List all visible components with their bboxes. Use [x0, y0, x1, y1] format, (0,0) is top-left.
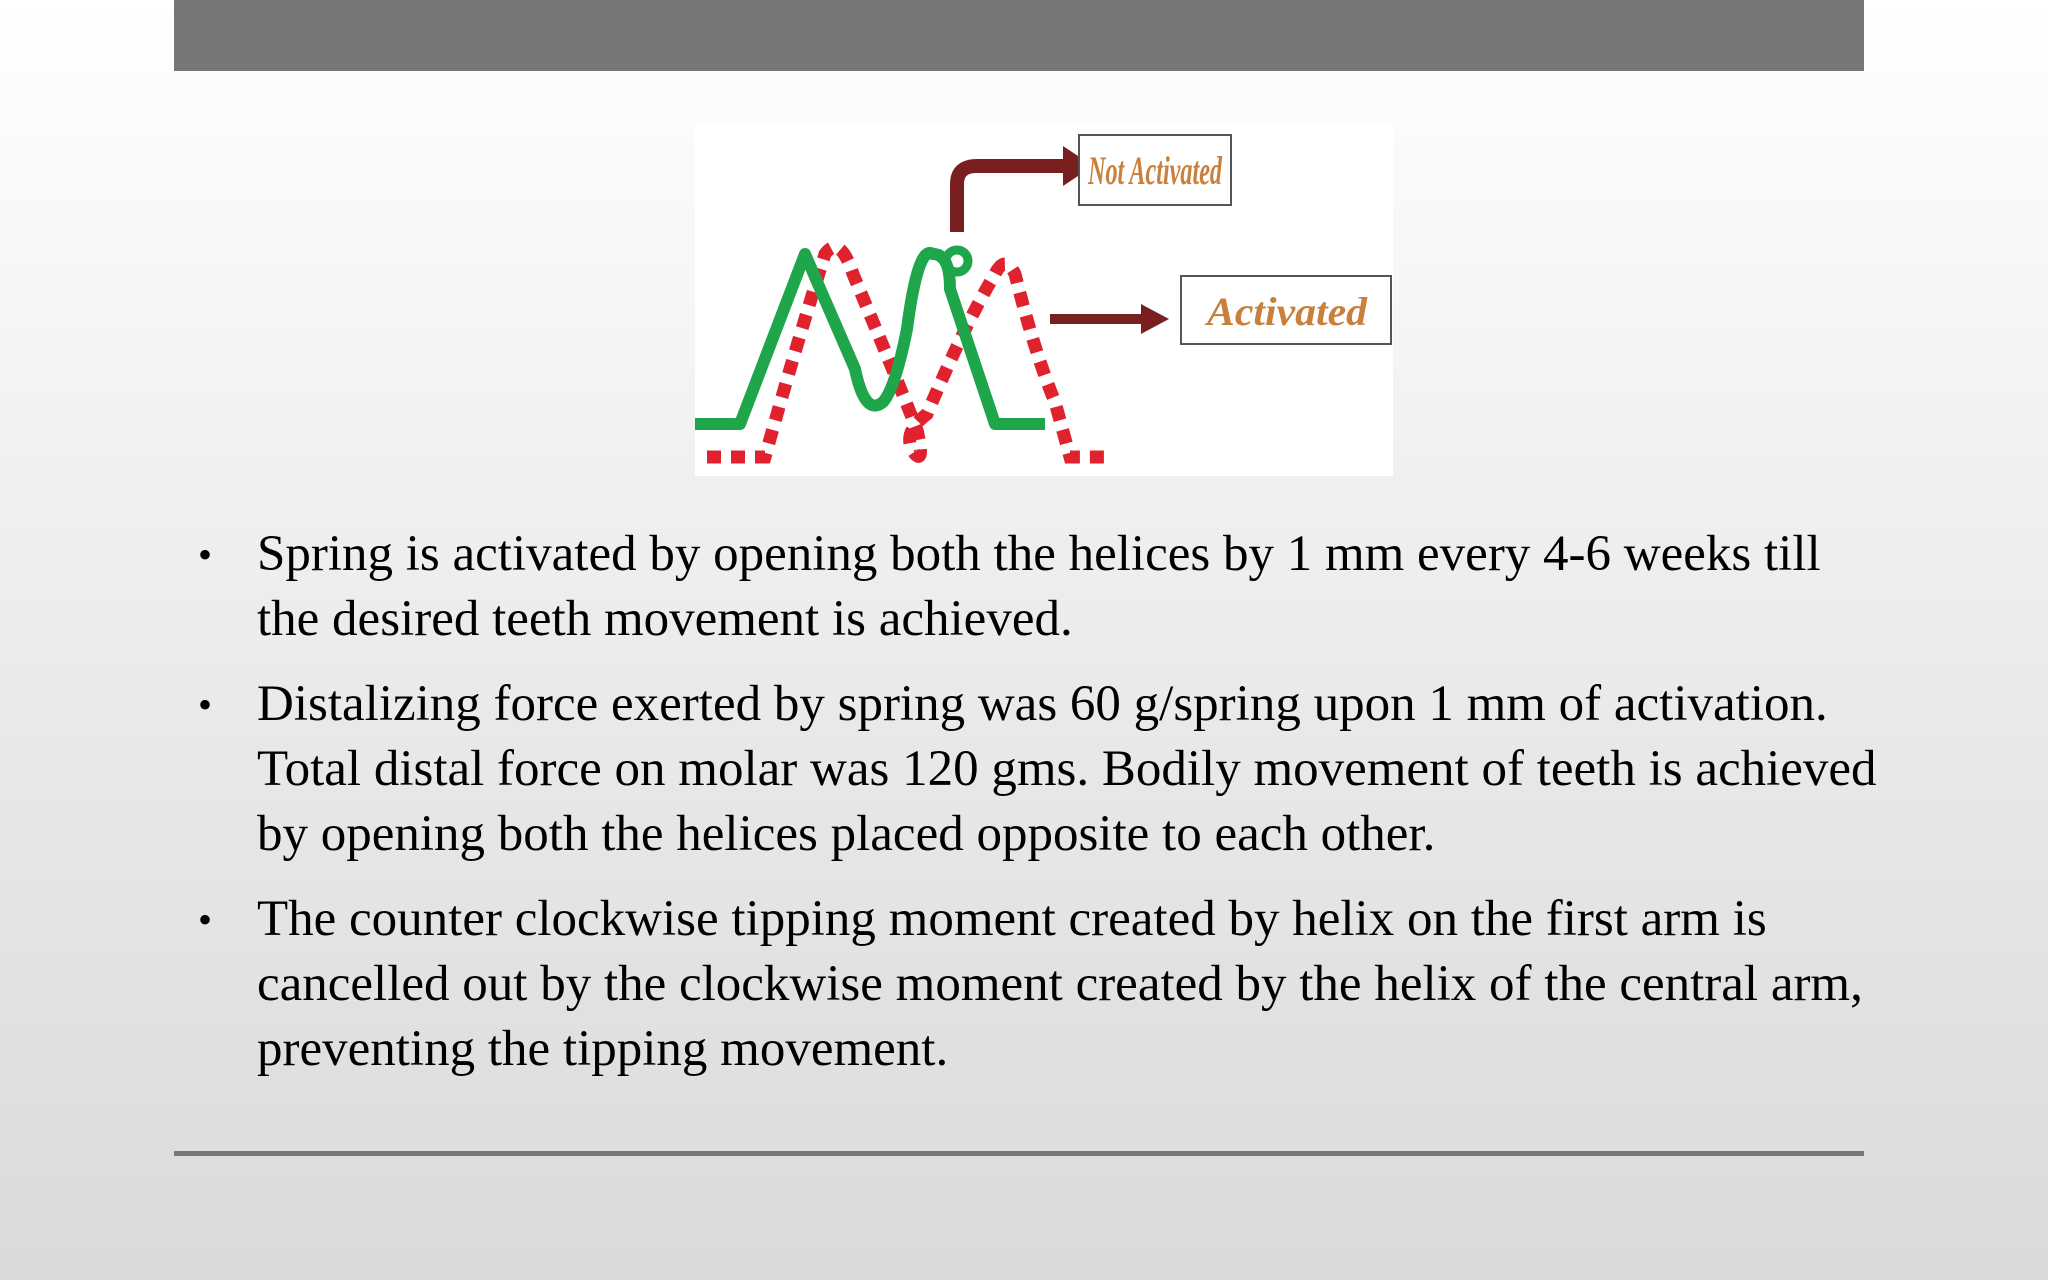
title-bar	[174, 0, 1864, 71]
footer-divider	[174, 1151, 1864, 1156]
bullet-marker: •	[198, 682, 213, 727]
bullet-marker: •	[198, 532, 213, 577]
bullet-item	[190, 522, 1890, 652]
not-activated-arrow	[957, 166, 1065, 232]
activated-label: Activated	[1203, 289, 1369, 334]
bullet-item	[190, 672, 1890, 867]
helix-loop	[946, 250, 968, 272]
bullet-text: Distalizing force exerted by spring was 60 g/spring upon 1 mm of activation. Total distal force on molar was 120 gms. Bodily movement of teeth is achieved by opening both the helices placed opposite to each other.	[257, 676, 1877, 862]
spring-diagram	[695, 124, 1393, 476]
bullet-text: Spring is activated by opening both the helices by 1 mm every 4-6 weeks till the desired teeth movement is achieved.	[257, 526, 1821, 647]
not-activated-label: Not Activated	[1087, 148, 1223, 193]
not-activated-spring-wire	[695, 253, 1045, 424]
bullet-item	[190, 887, 1890, 1082]
bullet-text: The counter clockwise tipping moment created by helix on the first arm is cancelled out by the clockwise moment created by the helix of the central arm, preventing the tipping movement.	[257, 891, 1863, 1077]
bullet-list	[190, 522, 1890, 1102]
bullet-marker: •	[198, 897, 213, 942]
activated-arrowhead	[1141, 304, 1169, 334]
